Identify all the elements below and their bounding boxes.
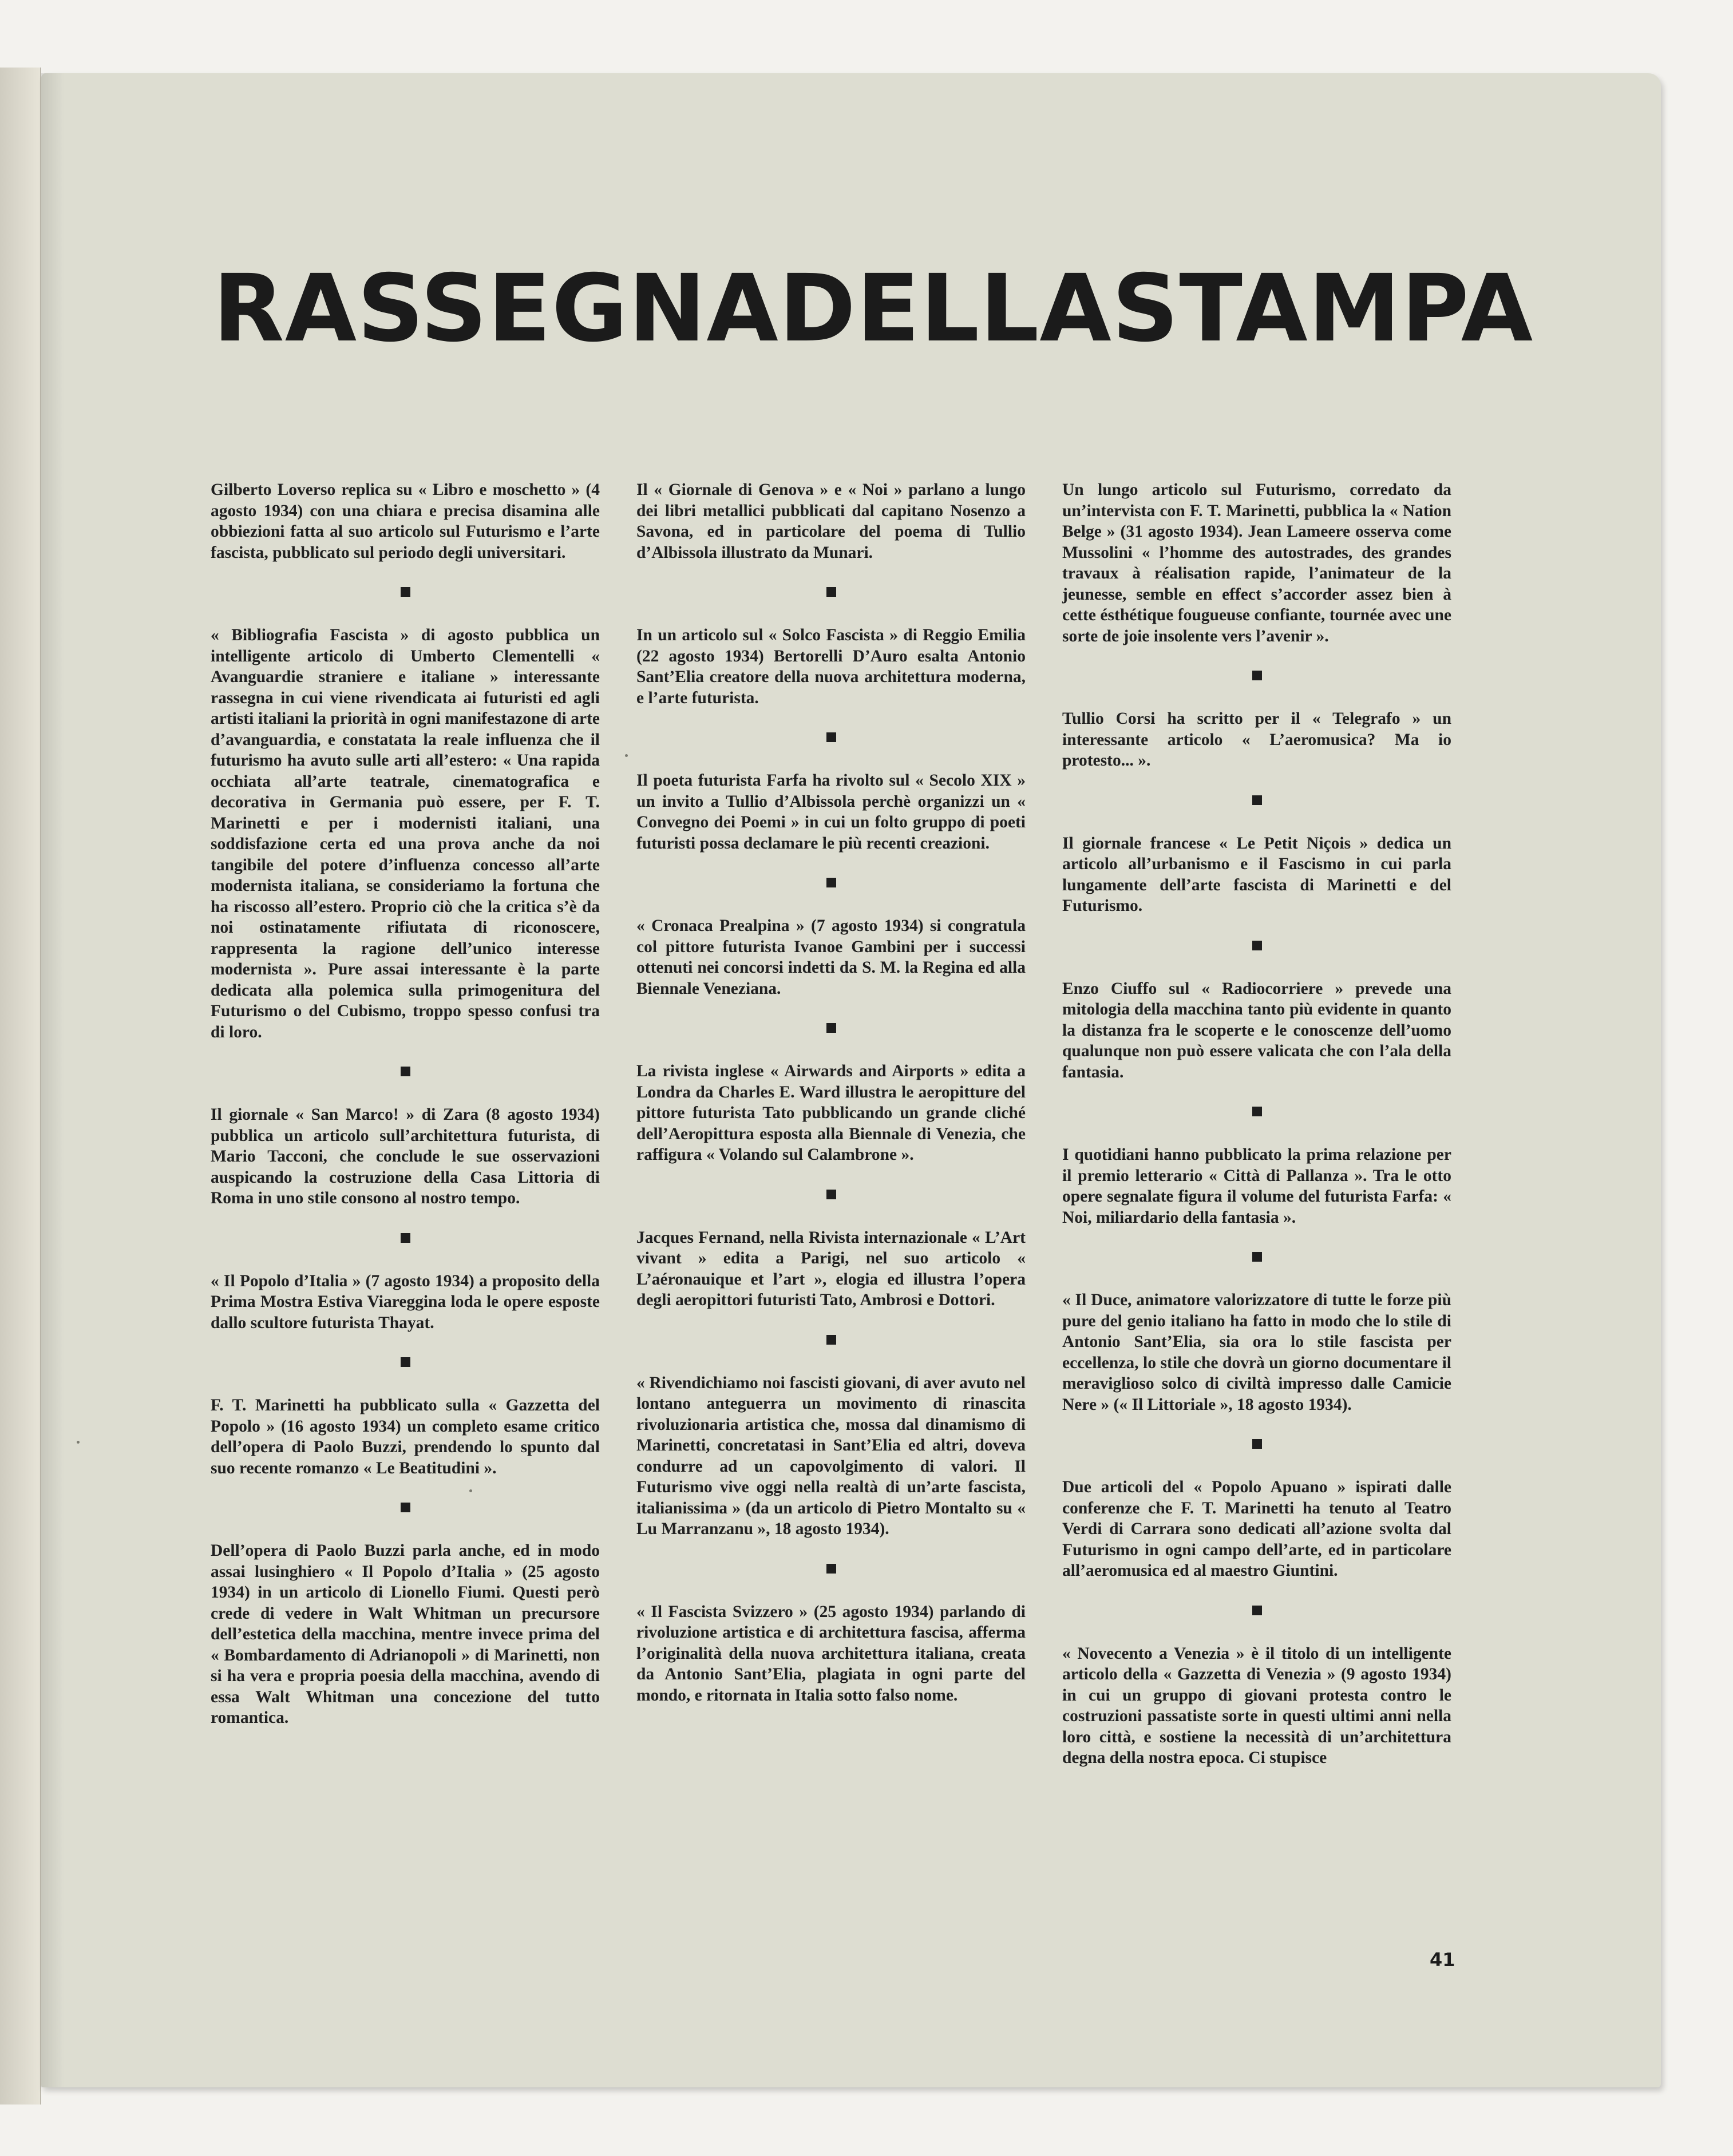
separator-square-icon [1252,1252,1262,1262]
title-word-2: DELLA [778,255,1112,363]
page-title [213,255,1534,363]
column-3-paragraph-1: Un lungo articolo sul Futurismo, corredato da un’intervista con F. T. Marinetti, pubblica la « Nation Belge » (31 agosto 1934). Jean Lameere osserva come Mussolini « l’homme des autostrades, des grandes travaux à réalisation rapide, l’animateur de la jeunesse, semble en effect s’accorder assez bien à cette ésthétique fougueuse confiante, tournée avec une sorte de joie insolente vers l’avenir ». [1062,481,1451,645]
separator-square-icon [826,1190,836,1199]
page-number: 41 [1430,1949,1455,1971]
column-1-paragraph-2: « Bibliografia Fascista » di agosto pubblica un intelligente articolo di Umberto Clementelli « Avanguardie straniere e italiane » interessante rassegna in cui viene rivendicata ai futuristi ed agli artisti italiani la priorità in ogni manifestazone di arte d’avanguardia, e constatata la reale influenza che il futurismo ha avuto sulle arti all’estero: « Una rapida occhiata all’arte teatrale, cinematografica e decorativa in Germania può essere, per F. T. Marinetti e per i modernisti italiani, una soddisfazione certa ed una prova anche da noi tangibile del potere d’influenza concesso all’arte modernista italiana, se consideriamo la fortuna che ha riscosso all’estero. Proprio ciò che la critica s’è da noi ostinatamente rifiutata di riconoscere, rappresenta la ragione dell’unico interesse modernista ». Pure assai interessante è la parte dedicata alla polemica sulla primogenitura del Futurismo o del Cubismo, troppo spesso confusi tra di loro. [211,626,600,1041]
separator-square-icon [401,1357,410,1367]
column-1-paragraph-3: Il giornale « San Marco! » di Zara (8 agosto 1934) pubblica un articolo sull’architettura futurista, di Mario Tacconi, che conclude le sue osservazioni auspicando la costruzione della Casa Littoria di Roma in uno stile consono al nostro tempo. [211,1105,600,1207]
separator-square-icon [826,1335,836,1345]
separator-square-icon [1252,671,1262,680]
column-3-paragraph-8: « Novecento a Venezia » è il titolo di un intelligente articolo della « Gazzetta di Venezia » (9 agosto 1934) in cui un gruppo di giovani protesta contro le costruzioni passatiste sorte in questi ultimi anni nella loro città, e sostiene la necessità di un’architettura degna della nostra epoca. Ci stupisce [1062,1644,1451,1767]
separator-square-icon [1252,795,1262,805]
text-column-2 [636,479,1026,1706]
title-word-3: STAMPA [1111,255,1534,363]
separator-square-icon [401,1233,410,1243]
column-3-paragraph-2: Tullio Corsi ha scritto per il « Telegrafo » un interessante articolo « L’aeromusica? Ma io protesto... ». [1062,710,1451,770]
column-1-paragraph-5: F. T. Marinetti ha pubblicato sulla « Gazzetta del Popolo » (16 agosto 1934) un completo esame critico dell’opera di Paolo Buzzi, prendendo lo spunto dal suo recente romanzo « Le Beatitudini ». [211,1396,600,1477]
column-2-paragraph-3: Il poeta futurista Farfa ha rivolto sul « Secolo XIX » un invito a Tullio d’Albissola perchè organizzi un « Convegno dei Poemi » in cui un folto gruppo di poeti futuristi possa declamare le più recenti creazioni. [636,771,1026,853]
separator-square-icon [1252,1606,1262,1615]
separator-square-icon [1252,941,1262,950]
column-2-paragraph-7: « Rivendichiamo noi fascisti giovani, di aver avuto nel lontano anteguerra un movimento di rinascita rivoluzionaria artistica che, mossa dal dinamismo di Marinetti, concretatasi in Sant’Elia ed altri, doveva condurre ad un capovolgimento di valori. Il Futurismo vive oggi nella realtà di un’arte fascista, italianissima » (da un articolo di Pietro Montalto su « Lu Marranzanu », 18 agosto 1934). [636,1373,1026,1538]
title-word-1: RASSEGNA [213,255,779,363]
column-1-paragraph-6: Dell’opera di Paolo Buzzi parla anche, ed in modo assai lusinghiero « Il Popolo d’Italia » (25 agosto 1934) in un articolo di Lionello Fiumi. Questi però crede di vedere in Walt Whitman un precursore dell’estetica della macchina, mentre invece prima del « Bombardamento di Adrianopoli » di Marinetti, non si ha vera e propria poesia della macchina, avendo di essa Walt Whitman una concezione del tutto romantica. [211,1541,600,1727]
separator-square-icon [826,1023,836,1033]
column-3-paragraph-3: Il giornale francese « Le Petit Niçois » dedica un articolo all’urbanismo e il Fascismo in cui parla lungamente dell’arte fascista di Marinetti e del Futurismo. [1062,834,1451,915]
column-2-paragraph-5: La rivista inglese « Airwards and Airports » edita a Londra da Charles E. Ward illustra le aeropitture del pittore futurista Tato pubblicando un grande cliché dell’Aeropittura esposta alla Biennale di Venezia, che raffigura « Volando sul Calambrone ». [636,1062,1026,1164]
column-3-paragraph-4: Enzo Ciuffo sul « Radiocorriere » prevede una mitologia della macchina tanto più evidente in quanto la distanza fra le scoperte e le conoscenze dell’uomo qualunque non può essere valicata che con l’ala della fantasia. [1062,979,1451,1081]
column-2-paragraph-2: In un articolo sul « Solco Fascista » di Reggio Emilia (22 agosto 1934) Bertorelli D’Auro esalta Antonio Sant’Elia creatore della nuova architettura moderna, e l’arte futurista. [636,626,1026,707]
separator-square-icon [826,732,836,742]
text-column-1 [211,479,600,1729]
separator-square-icon [401,587,410,597]
column-2-paragraph-1: Il « Giornale di Genova » e « Noi » parlano a lungo dei libri metallici pubblicati dal capitano Nosenzo a Savona, ed in particolare del poema di Tullio d’Albissola illustrato da Munari. [636,481,1026,562]
column-3-paragraph-5: I quotidiani hanno pubblicato la prima relazione per il premio letterario « Città di Pallanza ». Tra le otto opere segnalate figura il volume del futurista Farfa: « Noi, miliardario della fantasia ». [1062,1146,1451,1227]
separator-square-icon [1252,1107,1262,1116]
column-3-paragraph-6: « Il Duce, animatore valorizzatore di tutte le forze più pure del genio italiano ha fatto in modo che lo stile di Antonio Sant’Elia, sia ora lo stile fascista per eccellenza, lo stile che dovrà un giorno documentare il meraviglioso solco di civiltà impresso dalle Camicie Nere » (« Il Littoriale », 18 agosto 1934). [1062,1291,1451,1414]
column-3-paragraph-7: Due articoli del « Popolo Apuano » ispirati dalle conferenze che F. T. Marinetti ha tenuto al Teatro Verdi di Carrara sono dedicati all’azione svolta dal Futurismo in ogni campo dell’arte, ed in particolare all’aeromusica ed al maestro Giuntini. [1062,1478,1451,1580]
separator-square-icon [826,878,836,887]
facing-page-edge [0,68,41,2105]
text-column-3 [1062,479,1451,1769]
separator-square-icon [1252,1439,1262,1449]
column-1-paragraph-1: Gilberto Loverso replica su « Libro e moschetto » (4 agosto 1934) con una chiara e precisa disamina alle obbiezioni fatta al suo articolo sul Futurismo e l’arte fascista, pubblicato sul periodo degli universitari. [211,481,600,562]
separator-square-icon [401,1067,410,1076]
column-2-paragraph-6: Jacques Fernand, nella Rivista internazionale « L’Art vivant » edita a Parigi, nel suo articolo « L’aéronauique et l’art », elogia ed illustra l’opera degli aeropittori futuristi Tato, Ambrosi e Dottori. [636,1228,1026,1309]
separator-square-icon [826,587,836,597]
column-2-paragraph-4: « Cronaca Prealpina » (7 agosto 1934) si congratula col pittore futurista Ivanoe Gambini per i successi ottenuti nei concorsi indetti da S. M. la Regina ed alla Biennale Veneziana. [636,917,1026,998]
column-2-paragraph-8: « Il Fascista Svizzero » (25 agosto 1934) parlando di rivoluzione artistica e di architettura fascisa, afferma l’originalità della nuova architettura italiana, creata da Antonio Sant’Elia, plagiata in ogni parte del mondo, e ritornata in Italia sotto falso nome. [636,1602,1026,1705]
column-1-paragraph-4: « Il Popolo d’Italia » (7 agosto 1934) a proposito della Prima Mostra Estiva Viareggina loda le opere esposte dallo scultore futurista Thayat. [211,1271,600,1332]
separator-square-icon [401,1503,410,1512]
separator-square-icon [826,1564,836,1574]
